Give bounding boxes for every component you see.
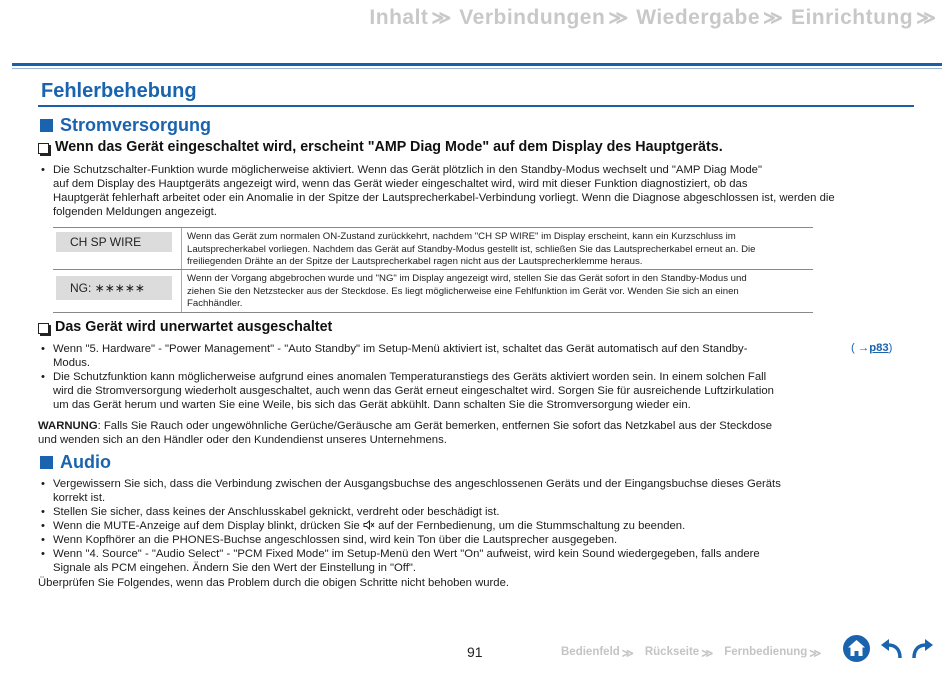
bullet-marker: • [41,506,45,518]
nav-arrow-icon: ≫ [608,7,629,29]
paragraph-line: um das Gerät herum und warten Sie eine Weile, bis sich das Gerät abkühlt. Dann schalten Sie die Stromversorgung wieder ein. [53,399,691,411]
forward-icon[interactable] [909,636,936,663]
bullet-marker: • [41,520,45,532]
question-heading-unexpected-off [38,319,332,335]
nav-arrow-icon: ≫ [431,7,452,29]
ref-close: ) [888,342,893,354]
table-cell-description [187,273,809,311]
nav-einrichtung[interactable]: Einrichtung [790,6,914,29]
bullet-marker: • [41,371,45,383]
message-table [53,227,813,313]
section-heading-power [40,115,211,136]
checkbox-icon [38,143,49,154]
title-underline [38,105,914,107]
table-row [53,270,813,313]
table-cell-description [187,231,809,269]
bullet-marker: • [41,164,45,176]
paragraph-line: Die Schutzfunktion kann möglicherweise aufgrund eines anomalen Temperaturanstiegs des Geräts aktiviert worden sein. In einem solchen Fall [53,371,767,383]
closing-paragraph: Überprüfen Sie Folgendes, wenn das Problem durch die obigen Schritte nicht behoben wurde. [38,577,509,589]
top-navigation [369,6,936,30]
paragraph-line: Stellen Sie sicher, dass keines der Anschlusskabel geknickt, verdreht oder beschädigt ist. [53,506,500,518]
nav-verbindungen[interactable]: Verbindungen [459,6,606,29]
paragraph-line: Die Schutzschalter-Funktion wurde möglicherweise aktiviert. Wenn das Gerät plötzlich in den Standby-Modus wechselt und "AMP Diag Mode" [53,164,762,176]
bullet-marker: • [41,478,45,490]
table-cell-line: ziehen Sie den Netzstecker aus der Steckdose. Es liegt möglicherweise eine Fehlfunktion im Gerät vor. Wenden Sie sich an einen [187,285,739,297]
mute-icon [363,520,375,530]
table-cell-label: NG: ∗∗∗∗∗ [56,276,172,300]
paragraph-line: auf dem Display des Hauptgeräts angezeigt wird, wenn das Gerät wieder eingeschaltet wird, wird mit dieser Funktion diagnostiziert, ob das [53,178,748,190]
bullet-marker: • [41,343,45,355]
nav-fernbedienung[interactable]: Fernbedienung [724,646,808,658]
back-icon[interactable] [878,636,905,663]
paragraph-line: Hauptgerät fehlerhaft arbeitet oder ein Anomalie in der Spitze der Lautsprecherkabel-Verbindung vorliegt. Wenn die Diagnose abgeschlossen ist, werden die [53,192,835,204]
page-number: 91 [467,644,483,660]
bottom-navigation [561,646,821,660]
nav-arrow-icon: ≫ [916,7,936,29]
question-text: Wenn das Gerät eingeschaltet wird, erscheint "AMP Diag Mode" auf dem Display des Hauptgeräts. [55,139,723,155]
section-heading-label: Audio [60,452,111,472]
nav-arrow-icon: ≫ [621,648,634,660]
paragraph-line [53,519,685,533]
bullet-marker: • [41,548,45,560]
paragraph-line: Wenn Kopfhörer an die PHONES-Buchse angeschlossen sind, wird kein Ton über die Lautsprecher ausgegeben. [53,534,618,546]
table-divider [181,270,182,312]
paragraph-line: Signale als PCM eingehen. Ändern Sie den Wert der Einstellung in "Off". [53,562,417,574]
table-cell-line: freiliegenden Drähte an der Spitze der Lautsprecherkabel ragen nicht aus der Lautsprecherklemme heraus. [187,256,643,267]
mute-text-after: auf der Fernbedienung, um die Stummschaltung zu beenden. [378,520,686,532]
nav-bedienfeld[interactable]: Bedienfeld [561,646,620,658]
paragraph-line: folgenden Meldungen angezeigt. [53,206,217,218]
question-heading-amp-diag [38,139,723,155]
nav-arrow-icon: ≫ [809,648,822,660]
home-icon[interactable] [843,635,870,662]
table-cell-line: Lautsprecherkabel vorliegen. Nachdem das Gerät auf Standby-Modus gestellt ist, schließen Sie das Lautsprecherkabel erneut an. Die [187,243,756,255]
nav-arrow-icon: ≫ [701,648,714,660]
header-rule [12,63,942,66]
paragraph-line: Wenn "5. Hardware" - "Power Management" - "Auto Standby" im Setup-Menü aktiviert ist, schaltet das Gerät automatisch auf den Standby- [53,343,748,355]
square-bullet-icon [40,119,53,132]
table-cell-line: Wenn das Gerät zum normalen ON-Zustand zurückkehrt, nachdem "CH SP WIRE" im Display erscheint, kann ein Kurzschluss im [187,231,736,242]
paragraph-line: Modus. [53,357,91,369]
section-heading-label: Stromversorgung [60,115,212,135]
paragraph-line: wird die Stromversorgung wiederholt ausgeschaltet, auch wenn das Gerät erneut eingeschaltet wird. Sorgen Sie für ausreichende Luftzirkulation [53,385,774,397]
table-cell-label: CH SP WIRE [56,232,172,252]
header-rule-thin [12,68,942,69]
section-heading-audio [40,452,111,473]
page-reference [851,342,892,354]
page-title: Fehlerbehebung [41,80,197,102]
warning-paragraph [38,419,772,433]
ref-arrow-icon: ( → [851,342,870,354]
table-row [53,227,813,270]
warning-paragraph-line: und wenden sich an den Händler oder den Kundendienst unseres Unternehmens. [38,434,447,446]
table-cell-line: Fachhändler. [187,298,243,309]
warning-label: WARNUNG [38,420,98,432]
nav-rueckseite[interactable]: Rückseite [644,646,700,658]
paragraph-line: Wenn "4. Source" - "Audio Select" - "PCM Fixed Mode" im Setup-Menü den Wert "On" aufweist, wird kein Sound wiedergegeben, falls andere [53,548,760,560]
table-divider [181,228,182,269]
square-bullet-icon [40,456,53,469]
nav-wiedergabe[interactable]: Wiedergabe [636,6,761,29]
table-cell-line: Wenn der Vorgang abgebrochen wurde und "NG" im Display angezeigt wird, stellen Sie das Gerät sofort in den Standby-Modus und [187,273,747,284]
nav-inhalt[interactable]: Inhalt [369,6,429,29]
nav-arrow-icon: ≫ [763,7,783,29]
warning-text: : Falls Sie Rauch oder ungewöhnliche Gerüche/Geräusche am Gerät bemerken, entfernen Sie sofort das Netzkabel aus der Steckdose [97,420,773,432]
page-link-p83[interactable]: p83 [869,342,889,354]
checkbox-icon [38,323,49,334]
bullet-marker: • [41,534,45,546]
question-text: Das Gerät wird unerwartet ausgeschaltet [55,319,333,335]
mute-text-before: Wenn die MUTE-Anzeige auf dem Display blinkt, drücken Sie [53,520,360,532]
paragraph-line: korrekt ist. [53,492,106,504]
paragraph-line: Vergewissern Sie sich, dass die Verbindung zwischen der Ausgangsbuchse des angeschlossenen Geräts und der Eingangsbuchse dieses Geräts [53,478,781,490]
